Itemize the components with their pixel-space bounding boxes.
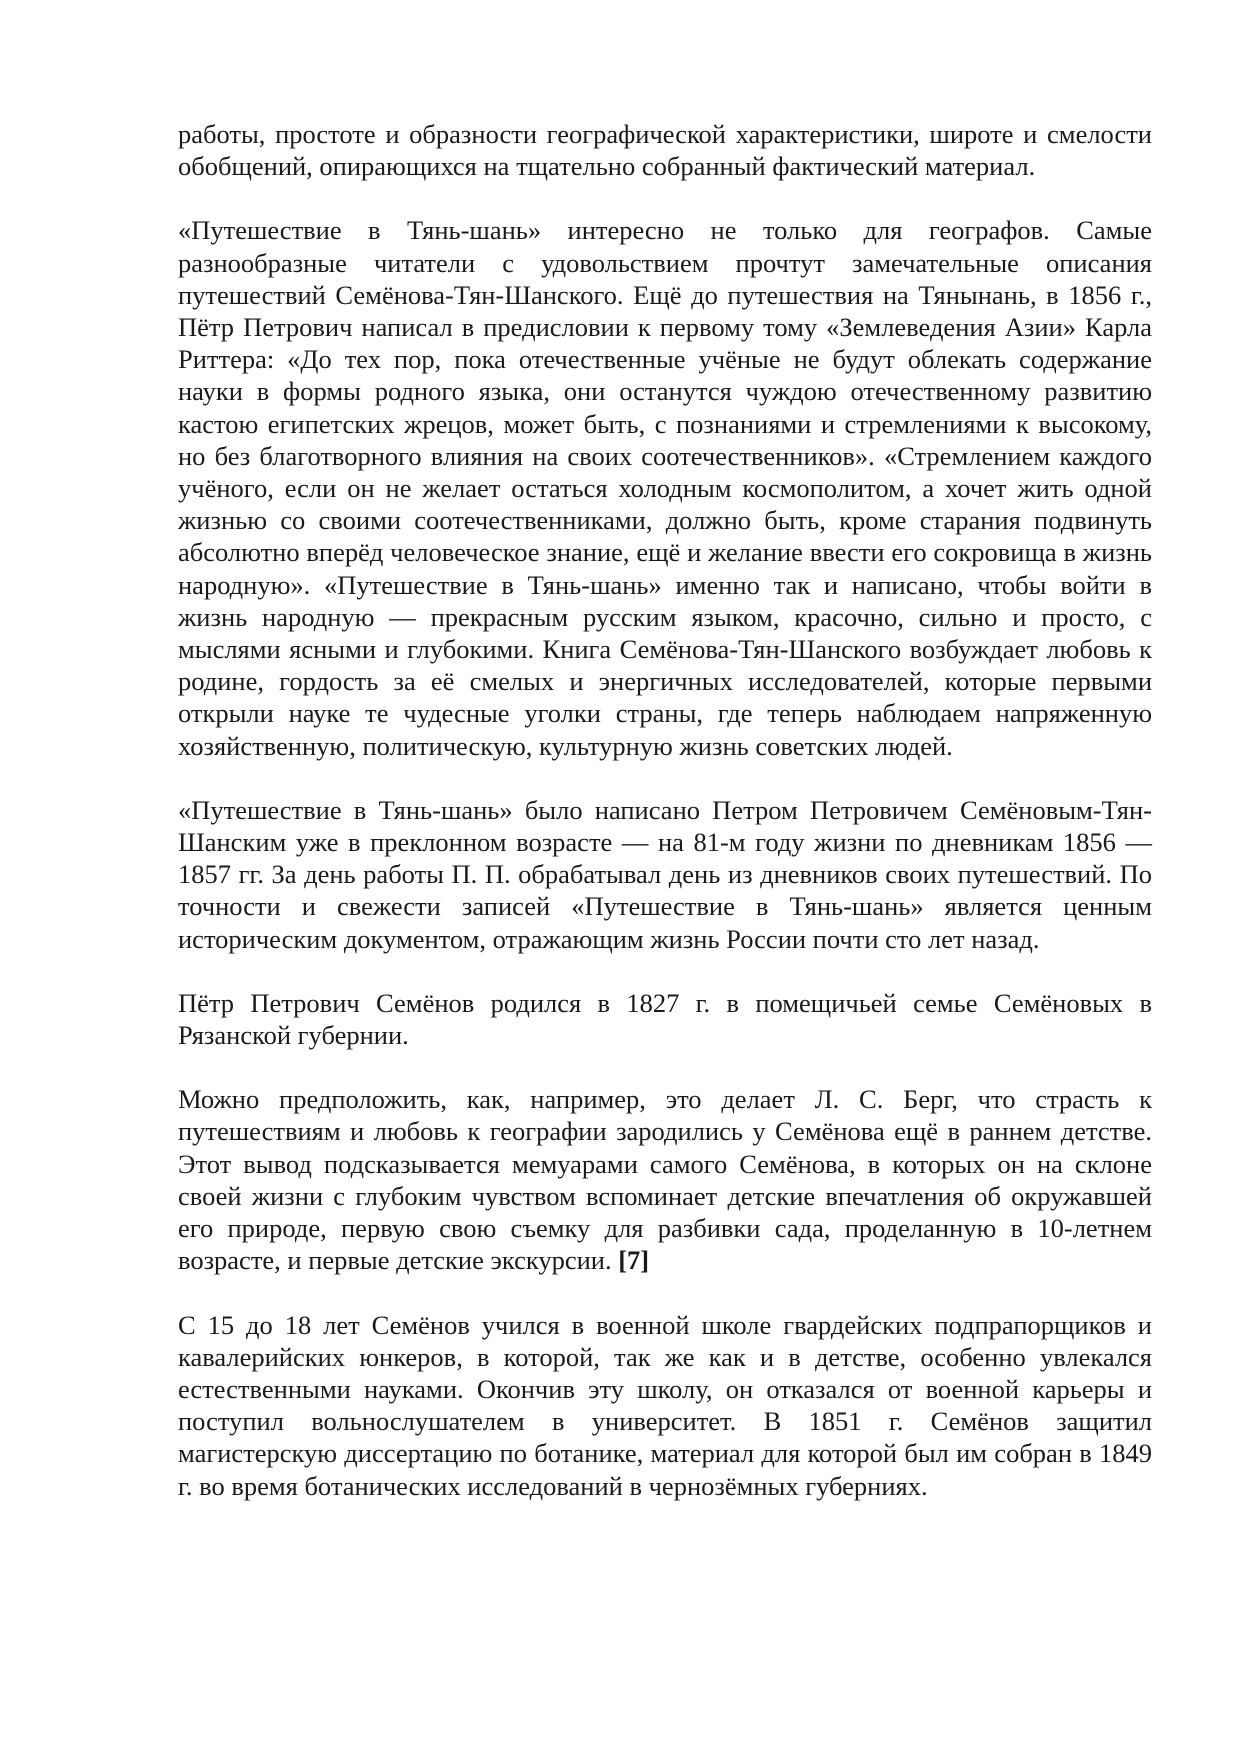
paragraph-text: Пётр Петрович Семёнов родился в 1827 г. в помещичьей семье Семёновых в Рязанской губернии. (178, 987, 1152, 1051)
paragraph-3 (178, 794, 1152, 955)
paragraph-2 (178, 214, 1152, 761)
paragraph-text: «Путешествие в Тянь-шань» было написано Петром Петровичем Семёновым-Тян-Шанским уже в преклонном возрасте — на 81-м году жизни по дневникам 1856 — 1857 гг. За день работы П. П. обрабатывал день из дневников своих путешествий. По точности и свежести записей «Путешествие в Тянь-шань» является ценным историческим документом, отражающим жизнь России почти сто лет назад. (178, 794, 1152, 954)
paragraph-text: «Путешествие в Тянь-шань» интересно не только для географов. Самые разнообразные читатели с удовольствием прочтут замечательные описания путешествий Семёнова-Тян-Шанского. Ещё до путешествия на Тянынань, в 1856 г., Пётр Петрович написал в предисловии к первому тому «Землеведения Азии» Карла Риттера: «До тех пор, пока отечественные учёные не будут облекать содержание науки в формы родного языка, они останутся чуждою отечественному развитию кастою египетских жрецов, может быть, с познаниями и стремлениями к высокому, но без благотворного влияния на своих соотечественников». «Стремлением каждого учёного, если он не желает остаться холодным космополитом, а хочет жить одной жизнью со своими соотечественниками, должно быть, кроме старания подвинуть абсолютно вперёд человеческое знание, ещё и желание ввести его сокровища в жизнь народную». «Путешествие в Тянь-шань» именно так и написано, чтобы войти в жизнь народную — прекрасным русским языком, красочно, сильно и просто, с мыслями ясными и глубокими. Книга Семёнова-Тян-Шанского возбуждает любовь к родине, гордость за её смелых и энергичных исследователей, которые первыми открыли науке те чудесные уголки страны, где теперь наблюдаем напряженную хозяйственную, политическую, культурную жизнь советских людей. (178, 215, 1152, 761)
paragraph-text: работы, простоте и образности географической характеристики, широте и смелости обобщений, опирающихся на тщательно собранный фактический материал. (178, 119, 1152, 182)
reference-link[interactable]: [7] (618, 1245, 650, 1276)
paragraph-text: С 15 до 18 лет Семёнов учился в военной школе гвардейских подпрапорщиков и кавалерийских юнкеров, в которой, так же как и в детстве, особенно увлекался естественными науками. Окончив эту школу, он отказался от военной карьеры и поступил вольнослушателем в университет. В 1851 г. Семёнов защитил магистерскую диссертацию по ботанике, материал для которой был им собран в 1849 г. во время ботанических исследований в чернозёмных губерниях. (178, 1309, 1152, 1501)
paragraph-6 (178, 1309, 1152, 1502)
paragraph-1 (178, 118, 1152, 182)
paragraph-text: Можно предположить, как, например, это делает Л. С. Берг, что страсть к путешествиям и любовь к географии зародились у Семёнова ещё в раннем детстве. Этот вывод подсказывается мемуарами самого Семёнова, в которых он на склоне своей жизни с глубоким чувством вспоминает детские впечатления об окружавшей его природе, первую свою съемку для разбивки сада, проделанную в 10-летнем возрасте, и первые детские экскурсии. (178, 1084, 1152, 1276)
text-column (178, 118, 1152, 1534)
paragraph-4 (178, 987, 1152, 1051)
paragraph-5 (178, 1083, 1152, 1276)
